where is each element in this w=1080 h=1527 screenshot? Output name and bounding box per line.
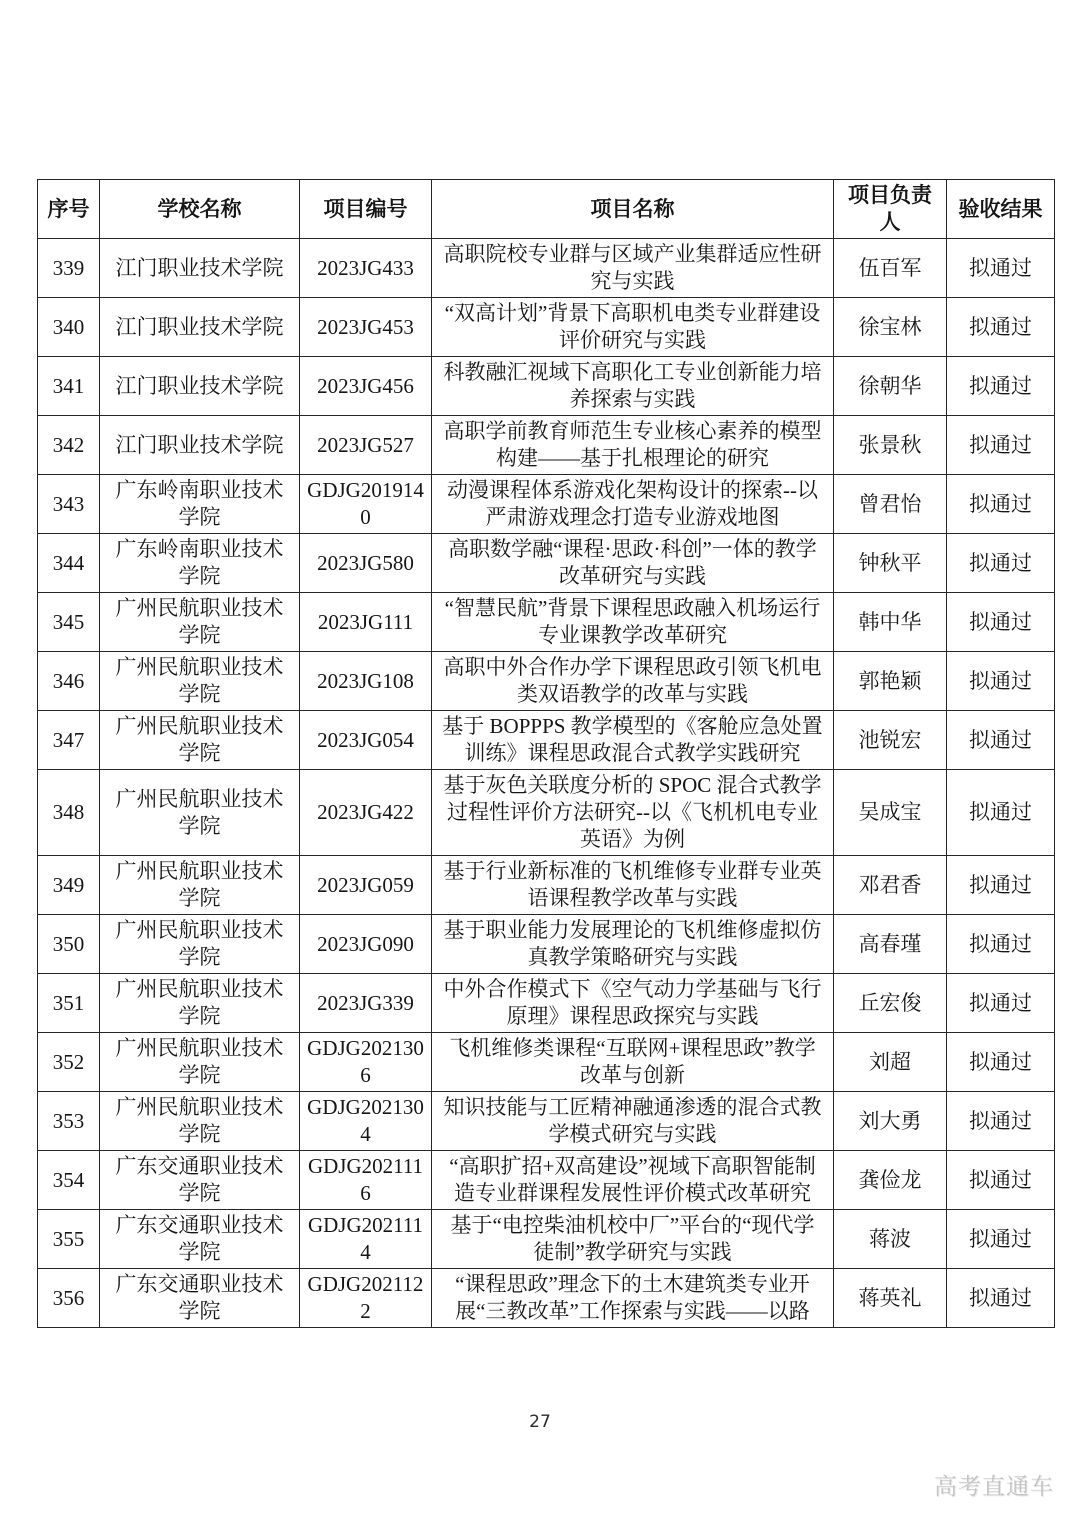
cell-project-code: GDJG2021306 xyxy=(300,1033,432,1092)
cell-project-title: “双高计划”背景下高职机电类专业群建设评价研究与实践 xyxy=(432,298,834,357)
cell-project-title: 知识技能与工匠精神融通渗透的混合式教学模式研究与实践 xyxy=(432,1092,834,1151)
column-header-leader: 项目负责人 xyxy=(834,180,947,239)
cell-result: 拟通过 xyxy=(947,652,1055,711)
cell-result: 拟通过 xyxy=(947,1033,1055,1092)
cell-school: 广东岭南职业技术学院 xyxy=(100,534,300,593)
cell-project-code: GDJG2021304 xyxy=(300,1092,432,1151)
cell-project-code: 2023JG456 xyxy=(300,357,432,416)
cell-project-code: GDJG2019140 xyxy=(300,475,432,534)
table-row xyxy=(38,1210,1055,1269)
cell-leader: 刘大勇 xyxy=(834,1092,947,1151)
cell-project-title: 动漫课程体系游戏化架构设计的探索--以严肃游戏理念打造专业游戏地图 xyxy=(432,475,834,534)
cell-serial: 345 xyxy=(38,593,100,652)
cell-project-code: 2023JG108 xyxy=(300,652,432,711)
table-row xyxy=(38,534,1055,593)
cell-school: 广东岭南职业技术学院 xyxy=(100,475,300,534)
cell-project-code: 2023JG527 xyxy=(300,416,432,475)
cell-leader: 徐宝林 xyxy=(834,298,947,357)
cell-result: 拟通过 xyxy=(947,357,1055,416)
cell-serial: 356 xyxy=(38,1269,100,1328)
cell-serial: 346 xyxy=(38,652,100,711)
cell-result: 拟通过 xyxy=(947,239,1055,298)
table-body xyxy=(38,239,1055,1328)
cell-project-code: 2023JG090 xyxy=(300,915,432,974)
cell-project-title: 基于行业新标准的飞机维修专业群专业英语课程教学改革与实践 xyxy=(432,856,834,915)
column-header-project-code: 项目编号 xyxy=(300,180,432,239)
cell-school: 广州民航职业技术学院 xyxy=(100,770,300,856)
cell-leader: 邓君香 xyxy=(834,856,947,915)
cell-leader: 蒋英礼 xyxy=(834,1269,947,1328)
cell-leader: 丘宏俊 xyxy=(834,974,947,1033)
cell-serial: 340 xyxy=(38,298,100,357)
cell-school: 广州民航职业技术学院 xyxy=(100,915,300,974)
cell-school: 广州民航职业技术学院 xyxy=(100,711,300,770)
cell-serial: 351 xyxy=(38,974,100,1033)
cell-leader: 钟秋平 xyxy=(834,534,947,593)
cell-school: 广东交通职业技术学院 xyxy=(100,1210,300,1269)
cell-project-title: “智慧民航”背景下课程思政融入机场运行专业课教学改革研究 xyxy=(432,593,834,652)
cell-school: 江门职业技术学院 xyxy=(100,416,300,475)
cell-project-title: 高职学前教育师范生专业核心素养的模型构建——基于扎根理论的研究 xyxy=(432,416,834,475)
table-row xyxy=(38,416,1055,475)
cell-school: 江门职业技术学院 xyxy=(100,239,300,298)
cell-result: 拟通过 xyxy=(947,856,1055,915)
cell-serial: 353 xyxy=(38,1092,100,1151)
cell-result: 拟通过 xyxy=(947,1092,1055,1151)
cell-project-code: 2023JG433 xyxy=(300,239,432,298)
cell-serial: 341 xyxy=(38,357,100,416)
cell-project-code: 2023JG453 xyxy=(300,298,432,357)
cell-project-code: GDJG2021114 xyxy=(300,1210,432,1269)
cell-result: 拟通过 xyxy=(947,974,1055,1033)
cell-project-code: 2023JG111 xyxy=(300,593,432,652)
table-row xyxy=(38,475,1055,534)
table-row xyxy=(38,652,1055,711)
cell-project-title: “高职扩招+双高建设”视域下高职智能制造专业群课程发展性评价模式改革研究 xyxy=(432,1151,834,1210)
cell-school: 江门职业技术学院 xyxy=(100,357,300,416)
table-row xyxy=(38,1151,1055,1210)
cell-serial: 344 xyxy=(38,534,100,593)
table-row xyxy=(38,856,1055,915)
cell-school: 广州民航职业技术学院 xyxy=(100,1092,300,1151)
column-header-project-title: 项目名称 xyxy=(432,180,834,239)
cell-result: 拟通过 xyxy=(947,416,1055,475)
cell-result: 拟通过 xyxy=(947,298,1055,357)
table-row xyxy=(38,915,1055,974)
cell-project-code: 2023JG339 xyxy=(300,974,432,1033)
table-row xyxy=(38,974,1055,1033)
cell-project-code: GDJG2021116 xyxy=(300,1151,432,1210)
cell-result: 拟通过 xyxy=(947,711,1055,770)
cell-leader: 高春瑾 xyxy=(834,915,947,974)
cell-school: 广州民航职业技术学院 xyxy=(100,856,300,915)
cell-project-code: 2023JG580 xyxy=(300,534,432,593)
cell-project-title: 高职院校专业群与区域产业集群适应性研究与实践 xyxy=(432,239,834,298)
cell-serial: 352 xyxy=(38,1033,100,1092)
cell-serial: 339 xyxy=(38,239,100,298)
cell-serial: 343 xyxy=(38,475,100,534)
cell-project-code: 2023JG054 xyxy=(300,711,432,770)
cell-serial: 355 xyxy=(38,1210,100,1269)
cell-leader: 徐朝华 xyxy=(834,357,947,416)
cell-leader: 刘超 xyxy=(834,1033,947,1092)
column-header-serial: 序号 xyxy=(38,180,100,239)
cell-serial: 354 xyxy=(38,1151,100,1210)
table-header-row xyxy=(38,180,1055,239)
cell-project-title: 中外合作模式下《空气动力学基础与飞行原理》课程思政探究与实践 xyxy=(432,974,834,1033)
cell-leader: 龚俭龙 xyxy=(834,1151,947,1210)
cell-project-code: 2023JG059 xyxy=(300,856,432,915)
cell-serial: 348 xyxy=(38,770,100,856)
cell-serial: 349 xyxy=(38,856,100,915)
cell-result: 拟通过 xyxy=(947,1151,1055,1210)
cell-school: 广东交通职业技术学院 xyxy=(100,1151,300,1210)
cell-project-title: “课程思政”理念下的土木建筑类专业开展“三教改革”工作探索与实践——以路 xyxy=(432,1269,834,1328)
cell-leader: 吴成宝 xyxy=(834,770,947,856)
cell-serial: 350 xyxy=(38,915,100,974)
cell-result: 拟通过 xyxy=(947,534,1055,593)
cell-result: 拟通过 xyxy=(947,475,1055,534)
cell-result: 拟通过 xyxy=(947,770,1055,856)
cell-leader: 蒋波 xyxy=(834,1210,947,1269)
cell-school: 广州民航职业技术学院 xyxy=(100,652,300,711)
cell-project-code: GDJG2021122 xyxy=(300,1269,432,1328)
cell-project-title: 飞机维修类课程“互联网+课程思政”教学改革与创新 xyxy=(432,1033,834,1092)
cell-result: 拟通过 xyxy=(947,593,1055,652)
cell-leader: 池锐宏 xyxy=(834,711,947,770)
table-row xyxy=(38,593,1055,652)
table-row xyxy=(38,239,1055,298)
cell-school: 广州民航职业技术学院 xyxy=(100,974,300,1033)
cell-project-title: 科教融汇视域下高职化工专业创新能力培养探索与实践 xyxy=(432,357,834,416)
cell-leader: 韩中华 xyxy=(834,593,947,652)
column-header-result: 验收结果 xyxy=(947,180,1055,239)
cell-result: 拟通过 xyxy=(947,915,1055,974)
cell-serial: 342 xyxy=(38,416,100,475)
cell-school: 广州民航职业技术学院 xyxy=(100,593,300,652)
cell-project-title: 基于职业能力发展理论的飞机维修虚拟仿真教学策略研究与实践 xyxy=(432,915,834,974)
cell-project-title: 高职中外合作办学下课程思政引领飞机电类双语教学的改革与实践 xyxy=(432,652,834,711)
cell-project-title: 高职数学融“课程·思政·科创”一体的教学改革研究与实践 xyxy=(432,534,834,593)
cell-school: 广东交通职业技术学院 xyxy=(100,1269,300,1328)
table-row xyxy=(38,770,1055,856)
cell-leader: 伍百军 xyxy=(834,239,947,298)
cell-leader: 郭艳颖 xyxy=(834,652,947,711)
cell-project-code: 2023JG422 xyxy=(300,770,432,856)
cell-school: 广州民航职业技术学院 xyxy=(100,1033,300,1092)
table-row xyxy=(38,298,1055,357)
project-acceptance-table xyxy=(37,179,1055,1328)
cell-result: 拟通过 xyxy=(947,1210,1055,1269)
column-header-school: 学校名称 xyxy=(100,180,300,239)
table-row xyxy=(38,1092,1055,1151)
cell-leader: 曾君怡 xyxy=(834,475,947,534)
cell-serial: 347 xyxy=(38,711,100,770)
cell-result: 拟通过 xyxy=(947,1269,1055,1328)
cell-school: 江门职业技术学院 xyxy=(100,298,300,357)
cell-leader: 张景秋 xyxy=(834,416,947,475)
table-row xyxy=(38,1033,1055,1092)
cell-project-title: 基于 BOPPPS 教学模型的《客舱应急处置训练》课程思政混合式教学实践研究 xyxy=(432,711,834,770)
watermark-text: 高考直通车 xyxy=(934,1474,1054,1500)
cell-project-title: 基于“电控柴油机校中厂”平台的“现代学徒制”教学研究与实践 xyxy=(432,1210,834,1269)
table-row xyxy=(38,357,1055,416)
cell-project-title: 基于灰色关联度分析的 SPOC 混合式教学过程性评价方法研究--以《飞机机电专业英语》为例 xyxy=(432,770,834,856)
table-row xyxy=(38,711,1055,770)
page-number: 27 xyxy=(529,1412,551,1432)
table-row xyxy=(38,1269,1055,1328)
